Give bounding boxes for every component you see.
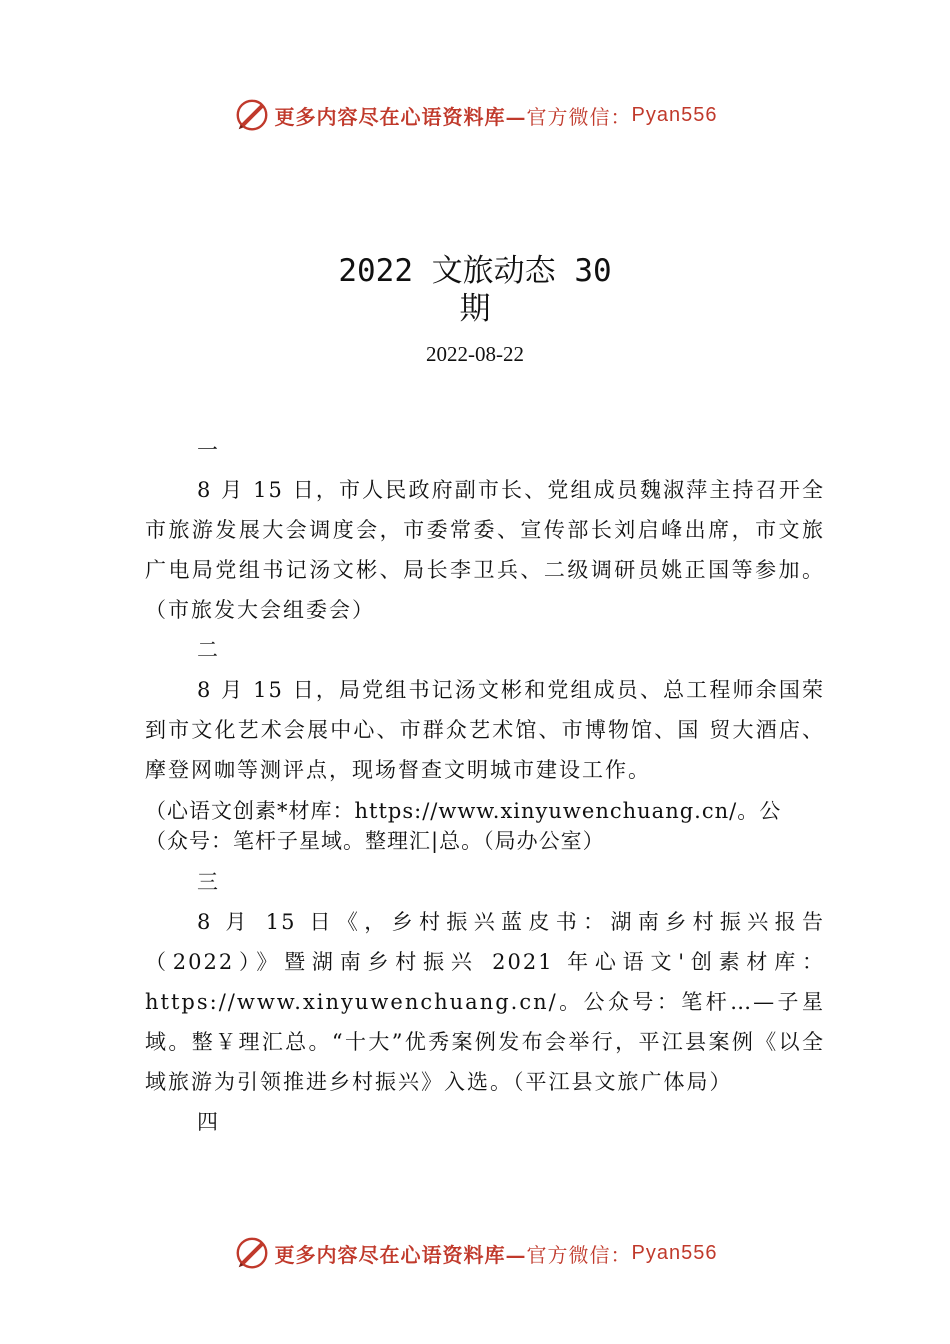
banner-wechat-id: Pyan556 [631, 103, 718, 126]
red-pen-logo-icon [233, 96, 271, 134]
banner-wechat-id: Pyan556 [631, 1241, 718, 1264]
document-body [145, 430, 825, 1142]
section-paragraph: 8 月 15 日，局党组书记汤文彬和党组成员、总工程师余国荣到市文化艺术会展中心、市群众艺术馆、市博物馆、国 贸大酒店、摩登网咖等测评点，现场督查文明城市建设工作。 [145, 678, 825, 782]
section-note [145, 796, 825, 856]
title-line-1: 2022 文旅动态 30 [338, 253, 612, 289]
banner-wechat-label: 官方微信： [526, 104, 632, 129]
red-pen-logo-icon [233, 1234, 271, 1272]
footer-banner [0, 1234, 950, 1272]
section-number: 二 [197, 638, 218, 662]
note-line-1: （心语文创素*材库：https://www.xinyuwenchuang.cn/。公 [145, 799, 782, 823]
banner-wechat-label: 官方微信： [526, 1242, 632, 1267]
title-line-2: 期 [459, 291, 491, 327]
section-number: 三 [197, 870, 218, 894]
section-paragraph: 8 月 15 日，市人民政府副市长、党组成员魏淑萍主持召开全市旅游发展大会调度会，市委常委、宣传部长刘启峰出席，市文旅广电局党组书记汤文彬、局长李卫兵、二级调研员姚正国等参加。（市旅发大会组委会） [145, 478, 825, 622]
header-banner [0, 96, 950, 134]
banner-text: 更多内容尽在心语资料库— [274, 1242, 527, 1267]
section-number: 四 [197, 1110, 218, 1134]
section-paragraph: 8 月 15 日《，乡村振兴蓝皮书：湖南乡村振兴报告（2022）》暨湖南乡村振兴 2021 年心语文'创素材库：https://www.xinyuwenchuang.cn/。公众号：笔杆…—子星域。整￥理汇总。“十大”优秀案例发布会举行，平江县案例《以全域旅游为引领推进乡村振兴》入选。（平江县文旅广体局） [145, 910, 825, 1094]
section-number: 一 [197, 438, 218, 462]
document-title [0, 252, 950, 328]
banner-text: 更多内容尽在心语资料库— [274, 104, 527, 129]
note-line-2: （众号：笔杆子星域。整理汇|总。（局办公室） [145, 829, 605, 853]
document-date: 2022-08-22 [426, 342, 524, 366]
